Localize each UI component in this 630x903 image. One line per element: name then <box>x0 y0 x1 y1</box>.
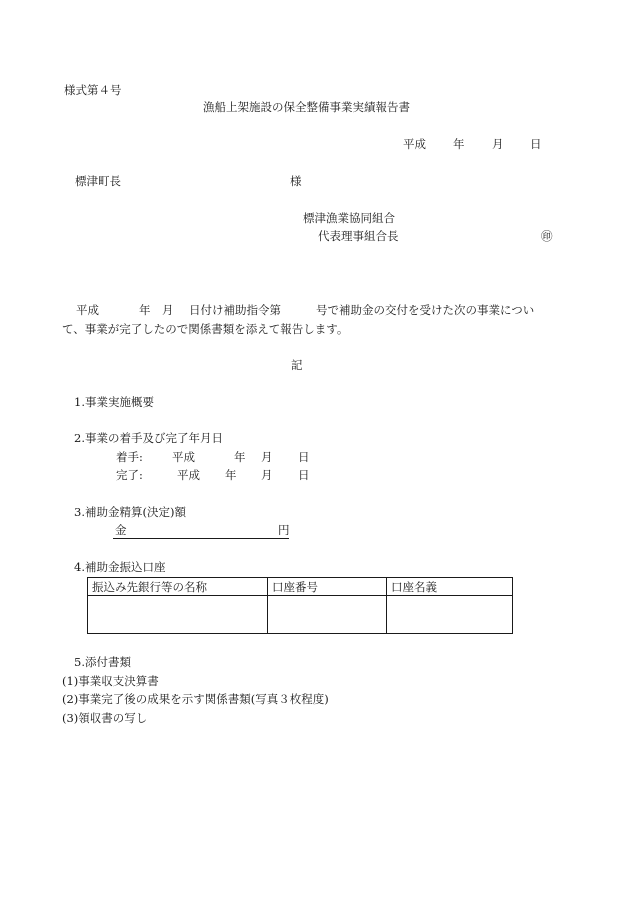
document-title: 漁船上架施設の保全整備事業実績報告書 <box>203 100 410 114</box>
attachment-item-3: (3)領収書の写し <box>62 711 148 725</box>
section-1-heading: 1.事業実施概要 <box>74 395 154 409</box>
date-month: 月 <box>492 137 504 151</box>
bank-table-header-row <box>88 578 513 596</box>
body-line-2: て、事業が完了したので関係書類を添えて報告します。 <box>62 322 349 336</box>
start-year: 年 <box>234 450 246 464</box>
body-era: 平成 <box>76 303 99 317</box>
attachment-item-1: (1)事業収支決算書 <box>62 674 159 688</box>
body-month: 月 <box>162 303 174 317</box>
amount-prefix: 金 <box>115 523 127 537</box>
section-5-heading: 5.添付書類 <box>74 655 131 669</box>
attachment-item-2: (2)事業完了後の成果を示す関係書類(写真３枚程度) <box>62 692 329 706</box>
account-holder-cell <box>387 596 513 634</box>
sender-representative: 代表理事組合長 <box>318 229 399 243</box>
end-era: 平成 <box>177 468 200 482</box>
account-number-header: 口座番号 <box>268 578 387 596</box>
date-era: 平成 <box>403 137 426 151</box>
body-rest-2: 号で補助金の交付を受けた次の事業につい <box>316 303 535 317</box>
date-year: 年 <box>453 137 465 151</box>
start-era: 平成 <box>172 450 195 464</box>
amount-unit: 円 <box>278 523 290 537</box>
bank-account-table <box>87 577 513 634</box>
section-2-heading: 2.事業の着手及び完了年月日 <box>74 431 223 445</box>
amount-field <box>113 524 289 539</box>
ki-heading: 記 <box>291 358 303 372</box>
addressee-name: 標津町長 <box>75 174 121 188</box>
end-day: 日 <box>298 468 310 482</box>
bank-name-header: 振込み先銀行等の名称 <box>88 578 268 596</box>
start-month: 月 <box>261 450 273 464</box>
section-4-heading: 4.補助金振込口座 <box>74 560 166 574</box>
end-label: 完了: <box>116 468 143 482</box>
bank-table-entry-row <box>88 596 513 634</box>
start-day: 日 <box>298 450 310 464</box>
section-3-heading: 3.補助金精算(決定)額 <box>74 505 186 519</box>
account-holder-header: 口座名義 <box>387 578 513 596</box>
seal-mark: ㊞ <box>541 229 553 243</box>
body-rest: 日付け補助指令第 <box>189 303 281 317</box>
body-year: 年 <box>139 303 151 317</box>
date-day: 日 <box>530 137 542 151</box>
bank-name-cell <box>88 596 268 634</box>
form-number: 様式第４号 <box>64 83 122 97</box>
sender-org: 標津漁業協同組合 <box>303 211 395 225</box>
start-label: 着手: <box>116 450 143 464</box>
end-year: 年 <box>225 468 237 482</box>
addressee-honorific: 様 <box>290 174 302 188</box>
account-number-cell <box>268 596 387 634</box>
end-month: 月 <box>261 468 273 482</box>
